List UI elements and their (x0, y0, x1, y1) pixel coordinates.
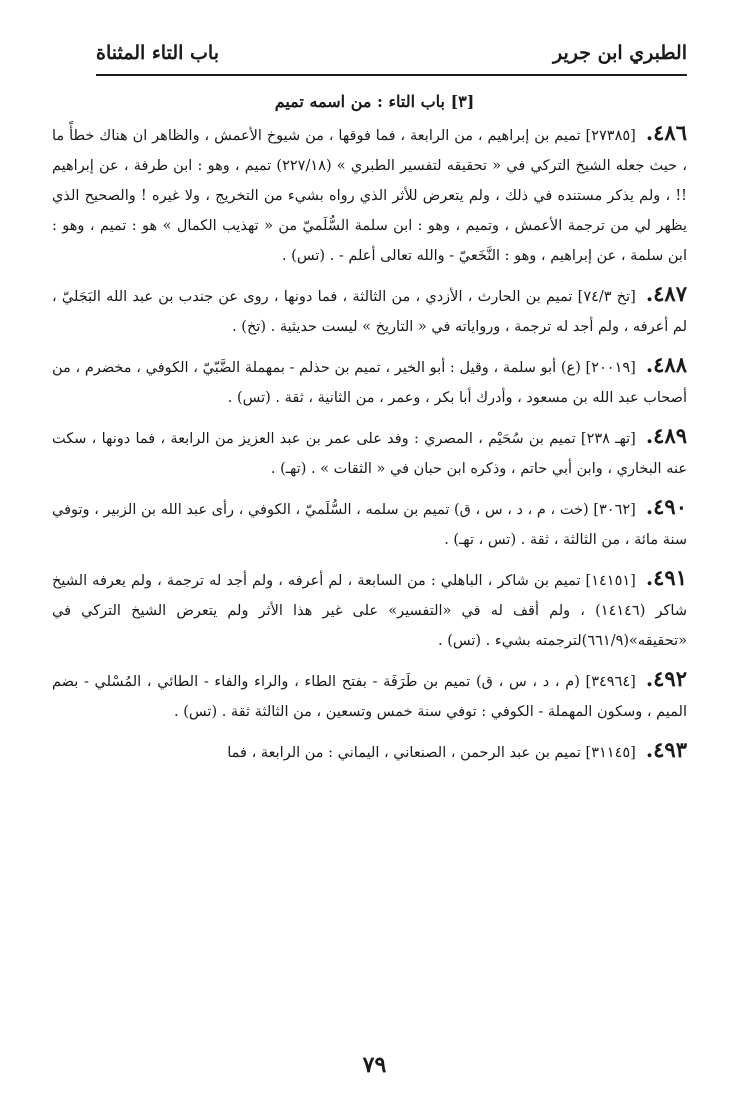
entry-text: [٢٠٠١٩] (ع) أبو سلمة ، وقيل : أبو الخير ، تميم بن حذلم - بمهملة الضَّبّيّ ، الكوفي ، مخضرم ، من أصحاب عبد الله بن مسعود ، وأدرك أبا بكر ، وعمر ، من الثانية ، ثقة . (تس) . (52, 360, 687, 406)
running-header (96, 36, 687, 76)
entries-list (52, 118, 687, 776)
entry-number: ٤٨٨. (645, 352, 687, 377)
entry-text: [٢٧٣٨٥] تميم بن إبراهيم ، من الرابعة ، فما فوقها ، من شيوخ الأعمش ، والظاهر ان هناك خطأً ما ، حيث جعله الشيخ التركي في « تحقيقه لتفسير الطبري » (٢٢٧/١٨) تميم ، وهو : ابن طرفة ، عن إبراهيم !! ، ولم يذكر مستنده في ذلك ، ولم يتعرض للأثر الذي رواه بشيء من التخريج ، ولا غيره ! والصحيح الذي يظهر لي من ترجمة الأعمش ، وتميم ، وهو : ابن سلمة السُّلَميّ من « تهذيب الكمال » هو : تميم ، وهو : ابن سلمة ، عن إبراهيم ، وهو : النَّخَعيّ - والله تعالى أعلم - . (تس) . (52, 128, 687, 264)
entry-489 (52, 421, 687, 484)
entry-text: [١٤١٥١] تميم بن شاكر ، الباهلي : من السابعة ، لم أعرفه ، ولم أجد له ترجمة ، ولم يعرفه الشيخ شاكر (١٤١٤٦) ، ولم أقف له في «التفسير» على غير هذا الأثر ولم يتعرض الشيخ التركي في «تحقيقه»(٦٦١/٩)لترجمته بشيء . (تس) . (52, 573, 687, 649)
entry-text: [٣٠٦٢] (خت ، م ، د ، س ، ق) تميم بن سلمه ، السُّلَميّ ، الكوفي ، رأى عبد الله بن الزبير ، وتوفي سنة مائة ، من الثالثة ، ثقة . (تس ، تهـ) . (52, 502, 687, 548)
entry-text: [تهـ ٢٣٨] تميم بن سُحَيْم ، المصري : وفد على عمر بن عبد العزيز من الرابعة ، فما دونها ، سكت عنه البخاري ، وابن أبي حاتم ، وذكره ابن حبان في « الثقات » . (تهـ) . (52, 431, 687, 477)
entry-number: ٤٨٦. (645, 120, 687, 145)
entry-486 (52, 118, 687, 271)
entry-492 (52, 664, 687, 727)
entry-text: [٣١١٤٥] تميم بن عبد الرحمن ، الصنعاني ، اليماني : من الرابعة ، فما (227, 745, 636, 761)
entry-488 (52, 350, 687, 413)
entry-number: ٤٩٠. (645, 494, 687, 519)
entry-number: ٤٩١. (645, 565, 687, 590)
entry-490 (52, 492, 687, 555)
page-number: ٧٩ (362, 1052, 387, 1078)
entry-text: [٣٤٩٦٤] (م ، د ، س ، ق) تميم بن طَرَفَة - بفتح الطاء ، والراء والفاء - الطائي ، المُسْلي - بضم الميم ، وسكون المهملة - الكوفي : توفي سنة خمس وتسعين ، من الثالثة ثقة . (تس) . (52, 674, 687, 720)
entry-number: ٤٩٢. (645, 666, 687, 691)
header-chapter-title: باب التاء المثناة (96, 42, 219, 64)
entry-493 (52, 735, 687, 768)
entry-487 (52, 279, 687, 342)
section-title: [٣] باب التاء : من اسمه تميم (274, 92, 475, 111)
entry-number: ٤٩٣. (645, 737, 687, 762)
entry-number: ٤٨٩. (645, 423, 688, 448)
entry-text: [تخ ٧٤/٣] تميم بن الحارث ، الأزدي ، من الثالثة ، فما دونها ، روى عن جندب بن عبد الله البَجَليّ ، لم أعرفه ، ولم أجد له ترجمة ، ورواياته في « التاريخ » ليست حديثية . (تخ) . (52, 289, 687, 335)
entry-491 (52, 563, 687, 656)
entry-number: ٤٨٧. (645, 281, 687, 306)
header-book-title: الطبري ابن جرير (552, 42, 687, 64)
